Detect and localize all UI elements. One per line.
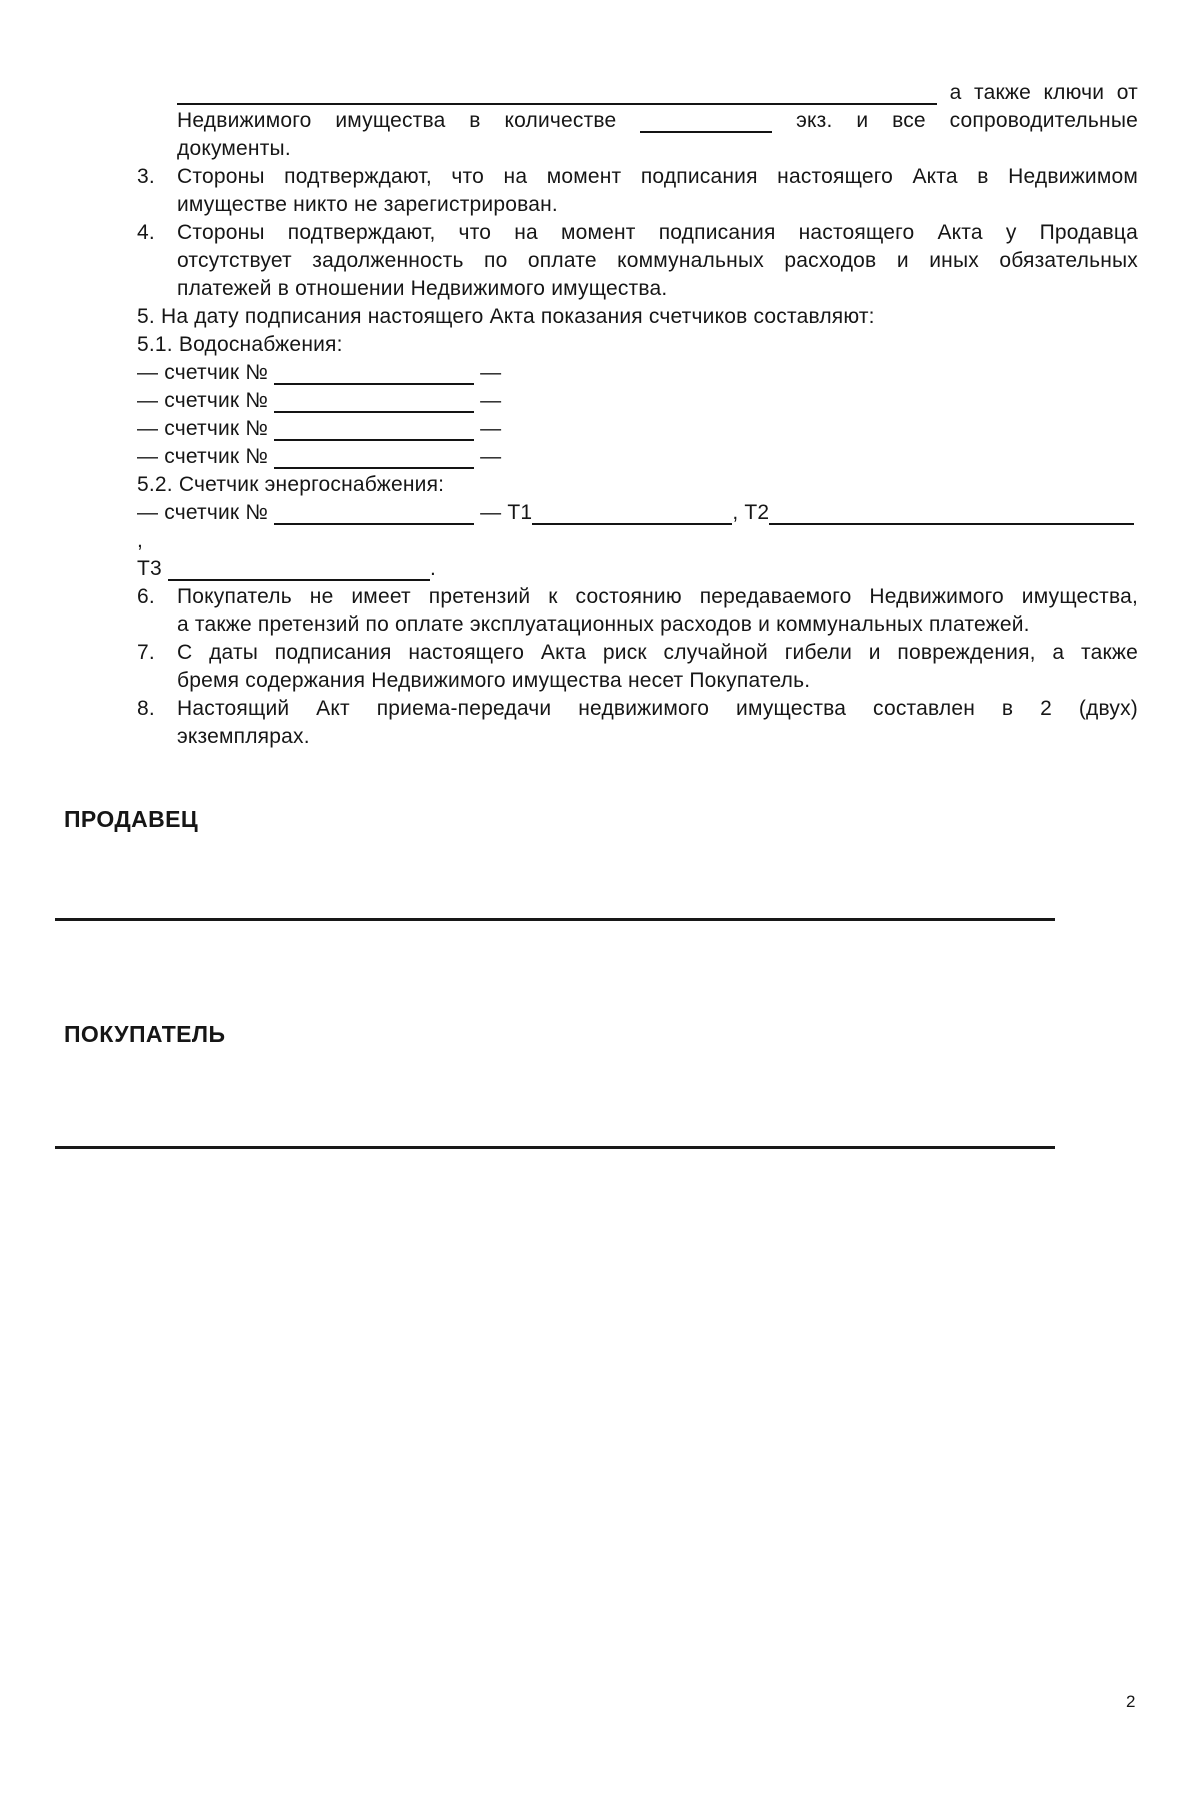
water-meter-row xyxy=(137,359,1138,387)
intro-line-tail xyxy=(137,135,1138,163)
document-body xyxy=(137,79,1138,751)
meter-prefix: — счетчик № xyxy=(137,501,269,524)
meter-suffix: — xyxy=(480,445,502,468)
meter-prefix: — счетчик № xyxy=(137,389,269,412)
t3-row-text xyxy=(137,555,1138,583)
item-5-1-heading xyxy=(137,331,1138,359)
item-7-line-1 xyxy=(137,639,1138,667)
item-8-text-2: экземплярах. xyxy=(177,725,310,748)
intro-line-keys-text xyxy=(177,79,1138,107)
item-7-text-1: С даты подписания настоящего Акта риск случайной гибели и повреждения, а также xyxy=(177,641,1138,664)
item-4-line-1 xyxy=(137,219,1138,247)
item-3-line-1 xyxy=(137,163,1138,191)
water-meter-row xyxy=(137,387,1138,415)
seller-signature-line xyxy=(55,918,1055,921)
blank-t3-reading xyxy=(168,563,430,581)
item-6-line-1 xyxy=(137,583,1138,611)
t2-label: , Т2 xyxy=(732,501,770,524)
buyer-label: ПОКУПАТЕЛЬ xyxy=(64,1021,226,1047)
item-8-number: 8. xyxy=(137,697,155,720)
energy-line-comma: , xyxy=(137,529,144,552)
meter-suffix: — xyxy=(480,417,502,440)
buyer-signature-line xyxy=(55,1146,1055,1149)
intro-count-after: экз. и все сопроводительные xyxy=(796,109,1138,132)
item-6-number: 6. xyxy=(137,585,155,608)
intro-count-before: Недвижимого имущества в количестве xyxy=(177,109,617,132)
item-4-number: 4. xyxy=(137,221,155,244)
item-8-line-1 xyxy=(137,695,1138,723)
energy-meter-row-text xyxy=(137,499,1138,555)
blank-meter-number-1 xyxy=(274,367,474,385)
intro-tail-text: документы. xyxy=(177,137,291,160)
blank-t2-reading xyxy=(769,507,1134,525)
item-4-line-2 xyxy=(137,247,1138,275)
item-5-1-text: 5.1. Водоснабжения: xyxy=(137,333,343,356)
seller-label: ПРОДАВЕЦ xyxy=(64,806,199,832)
item-5-line xyxy=(137,303,1138,331)
t1-label: Т1 xyxy=(507,501,533,524)
item-6-text-1: Покупатель не имеет претензий к состоянию передаваемого Недвижимого имущества, xyxy=(177,585,1138,608)
item-3-number: 3. xyxy=(137,165,155,188)
item-5-2-heading xyxy=(137,471,1138,499)
item-7-text-2: бремя содержания Недвижимого имущества несет Покупатель. xyxy=(177,669,811,692)
item-4-text-2: отсутствует задолженность по оплате коммунальных расходов и иных обязательных xyxy=(177,249,1138,272)
blank-keys-source xyxy=(177,87,937,105)
meter-suffix: — xyxy=(480,361,502,384)
energy-meter-row xyxy=(137,499,1138,555)
meter-suffix: — xyxy=(480,389,502,412)
item-8-line-2 xyxy=(137,723,1138,751)
water-meter-row xyxy=(137,415,1138,443)
meter-prefix: — счетчик № xyxy=(137,361,269,384)
item-4-line-3 xyxy=(137,275,1138,303)
t3-label: Т3 xyxy=(137,557,162,580)
item-4-text-1: Стороны подтверждают, что на момент подписания настоящего Акта у Продавца xyxy=(177,221,1138,244)
item-3-text-2: имуществе никто не зарегистрирован. xyxy=(177,193,558,216)
item-5-2-text: 5.2. Счетчик энергоснабжения: xyxy=(137,473,445,496)
item-3-line-2 xyxy=(137,191,1138,219)
water-meter-row-4-text xyxy=(137,443,1138,471)
water-meter-row-1-text xyxy=(137,359,1138,387)
t3-row xyxy=(137,555,1138,583)
intro-line-keys xyxy=(137,79,1138,107)
blank-t1-reading xyxy=(532,507,732,525)
intro-line-copies xyxy=(137,107,1138,135)
blank-meter-number-2 xyxy=(274,395,474,413)
t3-period: . xyxy=(429,557,437,580)
blank-meter-number-4 xyxy=(274,451,474,469)
blank-meter-number-3 xyxy=(274,423,474,441)
intro-keys-suffix: а также ключи от xyxy=(949,81,1138,104)
item-6-line-2 xyxy=(137,611,1138,639)
item-3-text-1: Стороны подтверждают, что на момент подписания настоящего Акта в Недвижимом xyxy=(177,165,1138,188)
page-number: 2 xyxy=(1126,1692,1136,1711)
item-7-number: 7. xyxy=(137,641,155,664)
item-7-line-2 xyxy=(137,667,1138,695)
blank-copies-count xyxy=(640,115,772,133)
water-meter-row xyxy=(137,443,1138,471)
energy-dash: — xyxy=(480,501,502,524)
item-4-text-3: платежей в отношении Недвижимого имущества. xyxy=(177,277,668,300)
intro-line-copies-text xyxy=(177,107,1138,135)
blank-meter-number-energy xyxy=(274,507,474,525)
meter-prefix: — счетчик № xyxy=(137,445,269,468)
item-6-text-2: а также претензий по оплате эксплуатационных расходов и коммунальных платежей. xyxy=(177,613,1030,636)
item-8-text-1: Настоящий Акт приема-передачи недвижимого имущества составлен в 2 (двух) xyxy=(177,697,1138,720)
water-meter-row-2-text xyxy=(137,387,1138,415)
meter-prefix: — счетчик № xyxy=(137,417,269,440)
water-meter-row-3-text xyxy=(137,415,1138,443)
item-5-text: 5. На дату подписания настоящего Акта показания счетчиков составляют: xyxy=(137,305,875,328)
